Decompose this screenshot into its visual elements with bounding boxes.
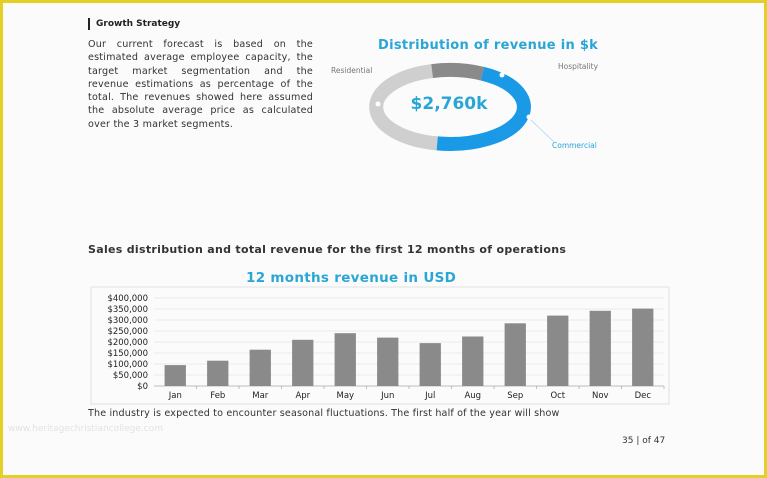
bar-apr xyxy=(292,340,313,386)
x-tick-label: Mar xyxy=(252,391,269,401)
donut-segment-hospitality xyxy=(432,70,482,74)
bar-mar xyxy=(250,350,271,386)
x-tick-label: Feb xyxy=(210,391,226,401)
intro-paragraph: Our current forecast is based on the estimated average employee capacity, the target market segmentation and the revenue estimations as percentage of the total. The revenues showed here assumed the absolute average price as calculated over the 3 market segments. xyxy=(88,39,313,130)
donut-marker-commercial xyxy=(527,115,532,120)
y-tick-label: $0 xyxy=(137,382,148,392)
bar-jul xyxy=(420,343,441,386)
footer-paragraph: The industry is expected to encounter seasonal fluctuations. The first half of the year will show xyxy=(88,408,560,419)
y-tick-label: $200,000 xyxy=(107,338,148,348)
y-tick-label: $100,000 xyxy=(107,360,148,370)
x-tick-label: Sep xyxy=(507,391,524,401)
section-title: Growth Strategy xyxy=(88,18,180,30)
page-number: 35 | of 47 xyxy=(622,436,666,446)
watermark: www.heritagechristiancollege.com xyxy=(8,424,163,434)
x-tick-label: Apr xyxy=(295,391,311,401)
y-tick-label: $150,000 xyxy=(107,349,148,359)
label-hospitality: Hospitality xyxy=(558,62,599,71)
x-tick-label: Oct xyxy=(550,391,566,401)
x-tick-label: Jul xyxy=(425,391,436,401)
y-tick-label: $250,000 xyxy=(107,327,148,337)
bar-dec xyxy=(632,309,653,386)
x-tick-label: Nov xyxy=(592,391,609,401)
y-tick-label: $50,000 xyxy=(112,371,148,381)
bar-sep xyxy=(505,323,526,386)
bar-oct xyxy=(547,316,568,386)
x-tick-label: Dec xyxy=(634,391,652,401)
bar-chart xyxy=(90,286,670,406)
bar-jun xyxy=(377,338,398,386)
y-tick-label: $350,000 xyxy=(107,305,148,315)
donut-chart-title: Distribution of revenue in $k xyxy=(378,38,599,53)
bar-aug xyxy=(462,337,483,387)
chart-section-heading: Sales distribution and total revenue for the first 12 months of operations xyxy=(88,243,567,256)
bar-chart-title: 12 months revenue in USD xyxy=(246,270,457,286)
label-commercial: Commercial xyxy=(552,141,597,150)
x-tick-label: May xyxy=(336,391,355,401)
donut-total-value: $2,760k xyxy=(410,94,488,114)
donut-marker-hospitality xyxy=(500,73,505,78)
donut-marker-residential xyxy=(376,102,381,107)
x-tick-label: Jun xyxy=(381,391,395,401)
commercial-leader-line xyxy=(531,120,554,142)
y-tick-label: $400,000 xyxy=(107,294,148,304)
label-residential: Residential xyxy=(331,66,373,75)
y-tick-label: $300,000 xyxy=(107,316,148,326)
bar-jan xyxy=(165,365,186,386)
x-tick-label: Aug xyxy=(464,391,482,401)
bar-nov xyxy=(590,311,611,386)
bar-feb xyxy=(207,361,228,386)
bar-may xyxy=(335,333,356,386)
x-tick-label: Jan xyxy=(168,391,182,401)
